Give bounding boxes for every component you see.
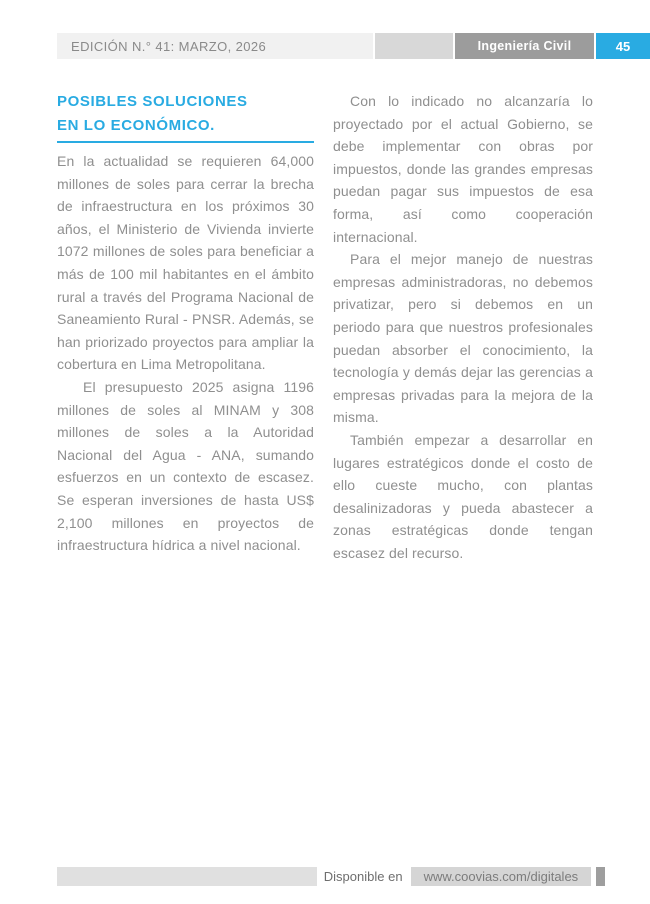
section-badge: Ingeniería Civil xyxy=(455,33,594,59)
footer-end-square xyxy=(596,867,605,886)
page-header xyxy=(57,33,650,59)
right-column xyxy=(333,90,593,564)
left-column-text xyxy=(57,150,314,557)
heading-line-1: POSIBLES SOLUCIONES xyxy=(57,93,248,110)
paragraph: También empezar a desarrollar en lugares estratégicos donde el costo de ello cueste mucho, con plantas desalinizadoras y pueda abastecer a zonas estratégicas donde tengan escasez del recurso. xyxy=(333,431,593,561)
paragraph: En la actualidad se requieren 64,000 millones de soles para cerrar la brecha de infraestructura en los próximos 30 años, el Ministerio de Vivienda invierte 1072 millones de soles para beneficiar a más de 100 mil habitantes en el ámbito rural a través del Programa Nacional de Saneamiento Rural - PNSR. Además, se han priorizado proyectos para ampliar la cobertura en Lima Metropolitana. xyxy=(57,153,314,373)
paragraph: Con lo indicado no alcanzaría lo proyectado por el actual Gobierno, se debe implementar con obras por impuestos, donde las grandes empresas puedan pagar sus impuestos de esa forma, así como cooperación internacional. xyxy=(333,93,593,245)
heading-line-2: EN LO ECONÓMICO. xyxy=(57,114,314,143)
article-heading xyxy=(57,90,314,143)
left-column xyxy=(57,90,314,564)
page-footer xyxy=(57,867,605,886)
article-body xyxy=(57,90,593,564)
footer-url[interactable]: www.coovias.com/digitales xyxy=(411,867,592,886)
page-number-badge: 45 xyxy=(596,33,650,59)
paragraph: Para el mejor manejo de nuestras empresas administradoras, no debemos privatizar, pero si debemos en un periodo para que nuestros profesionales puedan absorber el conocimiento, la tecnología y demás dejar las gerencias a empresas privadas para la mejora de la misma. xyxy=(333,251,593,426)
edition-label: EDICIÓN N.° 41: MARZO, 2026 xyxy=(57,33,373,59)
header-spacer-bar xyxy=(375,33,453,59)
paragraph: El presupuesto 2025 asigna 1196 millones de soles al MINAM y 308 millones de soles a la Autoridad Nacional del Agua - ANA, sumando esfuerzos en un contexto de escasez. Se esperan inversiones de hasta US$ 2,100 millones en proyectos de infraestructura hídrica a nivel nacional. xyxy=(57,378,314,554)
footer-available-label: Disponible en xyxy=(323,869,403,884)
footer-bar xyxy=(57,867,317,886)
